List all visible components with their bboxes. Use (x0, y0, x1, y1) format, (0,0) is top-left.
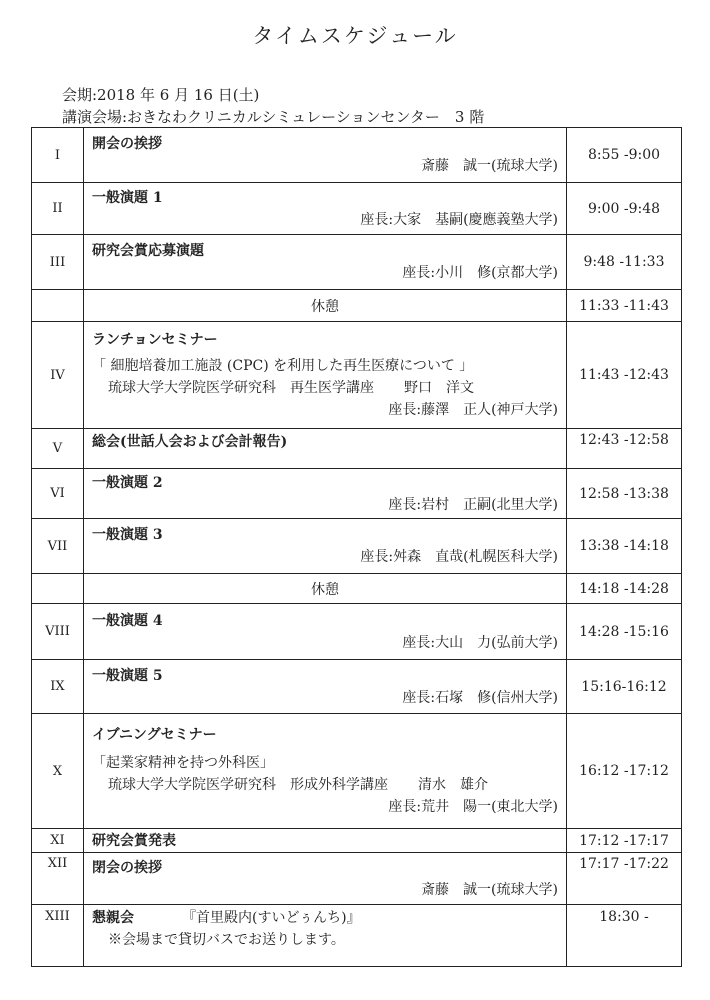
session-number: V (32, 429, 84, 469)
table-row (32, 660, 682, 714)
break-label: 休憩 (84, 290, 567, 322)
session-title: イブニングセミナー (92, 727, 217, 743)
bus-note: ※会場まで貸切バスでお送りします。 (108, 932, 345, 948)
session-details (84, 183, 567, 235)
session-details (84, 714, 567, 829)
session-title: 一般演題 1 (92, 189, 163, 206)
session-chair: 座長:荒井 陽一(東北大学) (388, 799, 558, 815)
lecture-speaker (92, 774, 558, 796)
session-title: 研究会賞応募演題 (92, 243, 204, 259)
session-number: IX (32, 660, 84, 714)
session-details (84, 604, 567, 660)
session-number: VII (32, 519, 84, 574)
session-time: 11:33 -11:43 (567, 290, 682, 322)
table-row (32, 714, 682, 829)
session-chair: 座長:藤澤 正人(神戸大学) (388, 402, 558, 418)
session-details (84, 660, 567, 714)
session-chair: 座長:石塚 修(信州大学) (402, 689, 558, 706)
session-person: 斎藤 誠一(琉球大学) (421, 881, 558, 898)
speaker-name: 野口 洋文 (404, 380, 474, 396)
session-time: 14:18 -14:28 (567, 574, 682, 604)
table-row (32, 574, 682, 604)
session-time: 15:16-16:12 (567, 660, 682, 714)
session-details (84, 905, 567, 967)
session-time: 12:58 -13:38 (567, 469, 682, 519)
session-number (32, 290, 84, 322)
session-number: XII (32, 853, 84, 905)
event-date: 会期:2018 年 6 月 16 日(土) (62, 86, 260, 104)
table-row (32, 183, 682, 235)
session-time: 9:48 -11:33 (567, 235, 682, 290)
session-time: 17:17 -17:22 (567, 853, 682, 905)
table-row (32, 128, 682, 183)
session-title: 閉会の挨拶 (92, 859, 162, 876)
session-chair: 座長:岩村 正嗣(北里大学) (388, 496, 558, 513)
lecture-title: 「 細胞培養加工施設 (CPC) を利用した再生医療について 」 (92, 358, 474, 374)
lecture-title: 「起業家精神を持つ外科医」 (92, 755, 274, 771)
session-details (84, 519, 567, 574)
schedule-table (31, 127, 682, 967)
session-number: XIII (32, 905, 84, 967)
speaker-affiliation: 琉球大学大学院医学研究科 再生医学講座 (108, 380, 374, 396)
session-number: II (32, 183, 84, 235)
session-details (84, 322, 567, 429)
session-chair: 座長:大山 力(弘前大学) (402, 634, 558, 651)
session-number: VI (32, 469, 84, 519)
session-number: I (32, 128, 84, 183)
session-time: 9:00 -9:48 (567, 183, 682, 235)
session-time: 11:43 -12:43 (567, 322, 682, 429)
session-details (84, 469, 567, 519)
speaker-affiliation: 琉球大学大学院医学研究科 形成外科学講座 (108, 777, 388, 793)
session-title: 開会の挨拶 (92, 136, 162, 152)
session-title: 一般演題 4 (92, 612, 163, 629)
table-row (32, 469, 682, 519)
session-details (84, 853, 567, 905)
session-details (84, 429, 567, 469)
lecture-speaker (92, 377, 558, 399)
session-title: 総会(世話人会および会計報告) (92, 434, 288, 450)
session-title: 研究会賞発表 (92, 832, 176, 849)
session-details (84, 128, 567, 183)
session-title: 懇親会 (92, 910, 134, 926)
session-number: IV (32, 322, 84, 429)
session-chair: 座長:小川 修(京都大学) (402, 265, 558, 281)
table-row (32, 829, 682, 853)
table-row (32, 905, 682, 967)
session-number (32, 574, 84, 604)
session-time: 17:12 -17:17 (567, 829, 682, 853)
session-time: 16:12 -17:12 (567, 714, 682, 829)
table-row (32, 290, 682, 322)
table-row (32, 322, 682, 429)
session-time: 14:28 -15:16 (567, 604, 682, 660)
session-details (84, 235, 567, 290)
session-chair: 座長:舛森 直哉(札幌医科大学) (360, 549, 558, 565)
table-row (32, 235, 682, 290)
speaker-name: 清水 雄介 (418, 777, 488, 793)
session-title: 一般演題 3 (92, 527, 163, 543)
table-row (32, 519, 682, 574)
session-time: 8:55 -9:00 (567, 128, 682, 183)
session-details (84, 829, 567, 853)
session-number: XI (32, 829, 84, 853)
session-person: 斎藤 誠一(琉球大学) (421, 158, 558, 174)
session-time: 18:30 - (567, 905, 682, 967)
session-title: ランチョンセミナー (92, 332, 218, 348)
break-label: 休憩 (84, 574, 567, 604)
session-title: 一般演題 2 (92, 474, 163, 491)
table-row (32, 429, 682, 469)
session-number: VIII (32, 604, 84, 660)
session-chair: 座長:大家 基嗣(慶應義塾大学) (360, 211, 558, 228)
party-line (92, 907, 558, 929)
session-title: 一般演題 5 (92, 667, 163, 684)
session-time: 13:38 -14:18 (567, 519, 682, 574)
table-row (32, 853, 682, 905)
party-venue: 『首里殿内(すいどぅんち)』 (182, 910, 361, 926)
page-title: タイムスケジュール (252, 24, 458, 48)
session-number: III (32, 235, 84, 290)
session-number: X (32, 714, 84, 829)
table-row (32, 604, 682, 660)
session-time: 12:43 -12:58 (567, 429, 682, 469)
event-venue: 講演会場:おきなわクリニカルシミュレーションセンター 3 階 (62, 108, 485, 126)
